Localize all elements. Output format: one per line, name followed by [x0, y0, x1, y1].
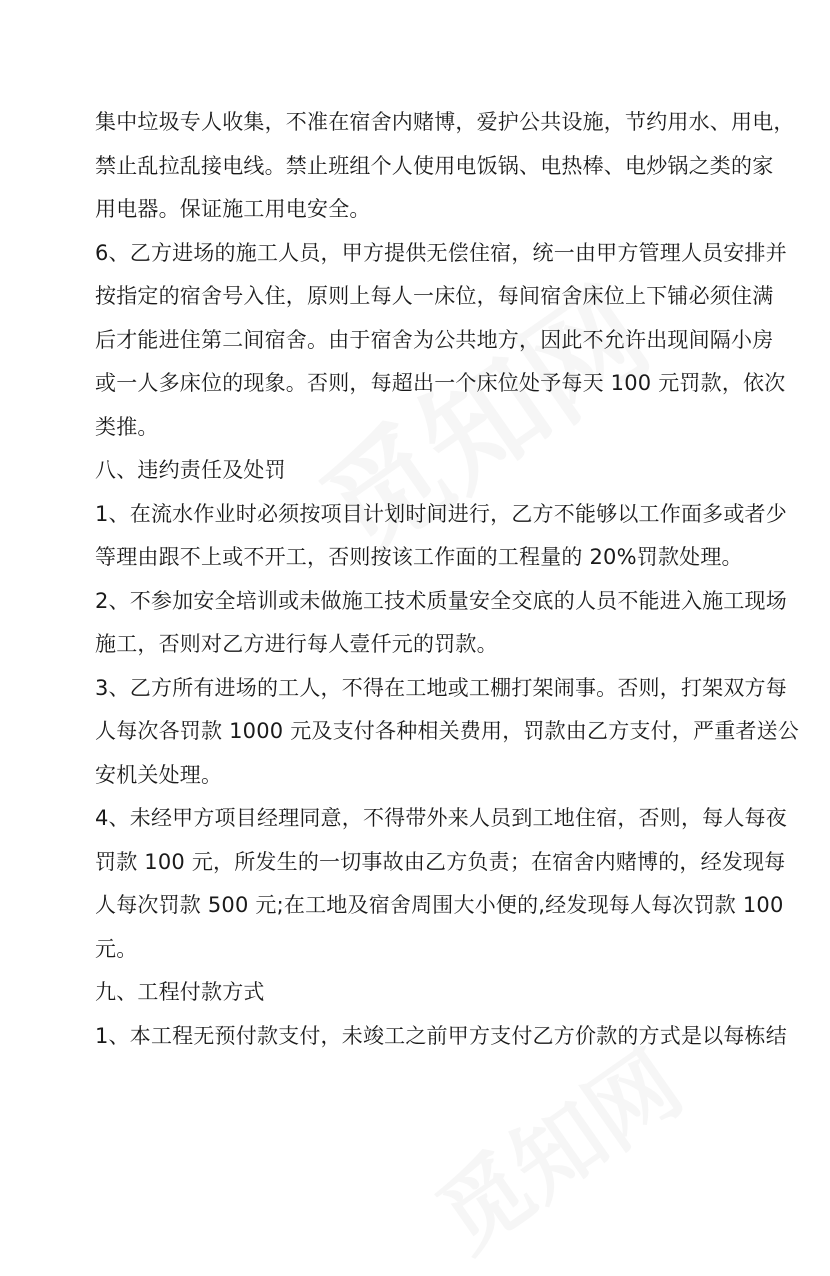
- section-heading: 八、违约责任及处罚: [95, 458, 286, 482]
- text-line: 施工，否则对乙方进行每人壹仟元的罚款。: [95, 632, 498, 656]
- text-line: 用电器。保证施工用电安全。: [95, 197, 371, 221]
- text-line: 元。: [95, 936, 138, 961]
- section-heading: 九、工程付款方式: [95, 980, 265, 1004]
- document-body: [95, 101, 799, 1058]
- text-line: 1、在流水作业时必须按项目计划时间进行，乙方不能够以工作面多或者少: [95, 501, 787, 526]
- text-line: 罚款 100 元，所发生的一切事故由乙方负责；在宿舍内赌博的，经发现每: [95, 849, 786, 874]
- text-line: 人每次各罚款 1000 元及支付各种相关费用，罚款由乙方支付，严重者送公: [95, 719, 799, 743]
- text-line: 集中垃圾专人收集，不准在宿舍内赌博，爱护公共设施，节约用水、用电，: [95, 110, 795, 134]
- text-line: 类推。: [95, 414, 159, 439]
- text-line: 3、乙方所有进场的工人，不得在工地或工棚打架闹事。否则，打架双方每: [95, 675, 787, 700]
- text-line: 或一人多床位的现象。否则，每超出一个床位处予每天 100 元罚款，依次: [95, 371, 786, 395]
- text-line: 禁止乱拉乱接电线。禁止班组个人使用电饭锅、电热棒、电炒锅之类的家: [95, 153, 774, 178]
- text-line: 安机关处理。: [95, 762, 223, 787]
- text-line: 2、不参加安全培训或未做施工技术质量安全交底的人员不能进入施工现场: [95, 588, 787, 613]
- text-line: 6、乙方进场的施工人员，甲方提供无偿住宿，统一由甲方管理人员安排并: [95, 240, 787, 265]
- text-line: 1、本工程无预付款支付，未竣工之前甲方支付乙方价款的方式是以每栋结: [95, 1023, 787, 1048]
- text-line: 4、未经甲方项目经理同意，不得带外来人员到工地住宿，否则，每人每夜: [95, 806, 787, 830]
- text-line: 后才能进住第二间宿舍。由于宿舍为公共地方，因此不允许出现间隔小房: [95, 327, 774, 352]
- text-line: 人每次罚款 500 元;在工地及宿舍周围大小便的,经发现每人每次罚款 100: [95, 893, 784, 917]
- text-line: 等理由跟不上或不开工，否则按该工作面的工程量的 20%罚款处理。: [95, 545, 743, 569]
- text-line: 按指定的宿舍号入住，原则上每人一床位，每间宿舍床位上下铺必须住满: [95, 284, 774, 308]
